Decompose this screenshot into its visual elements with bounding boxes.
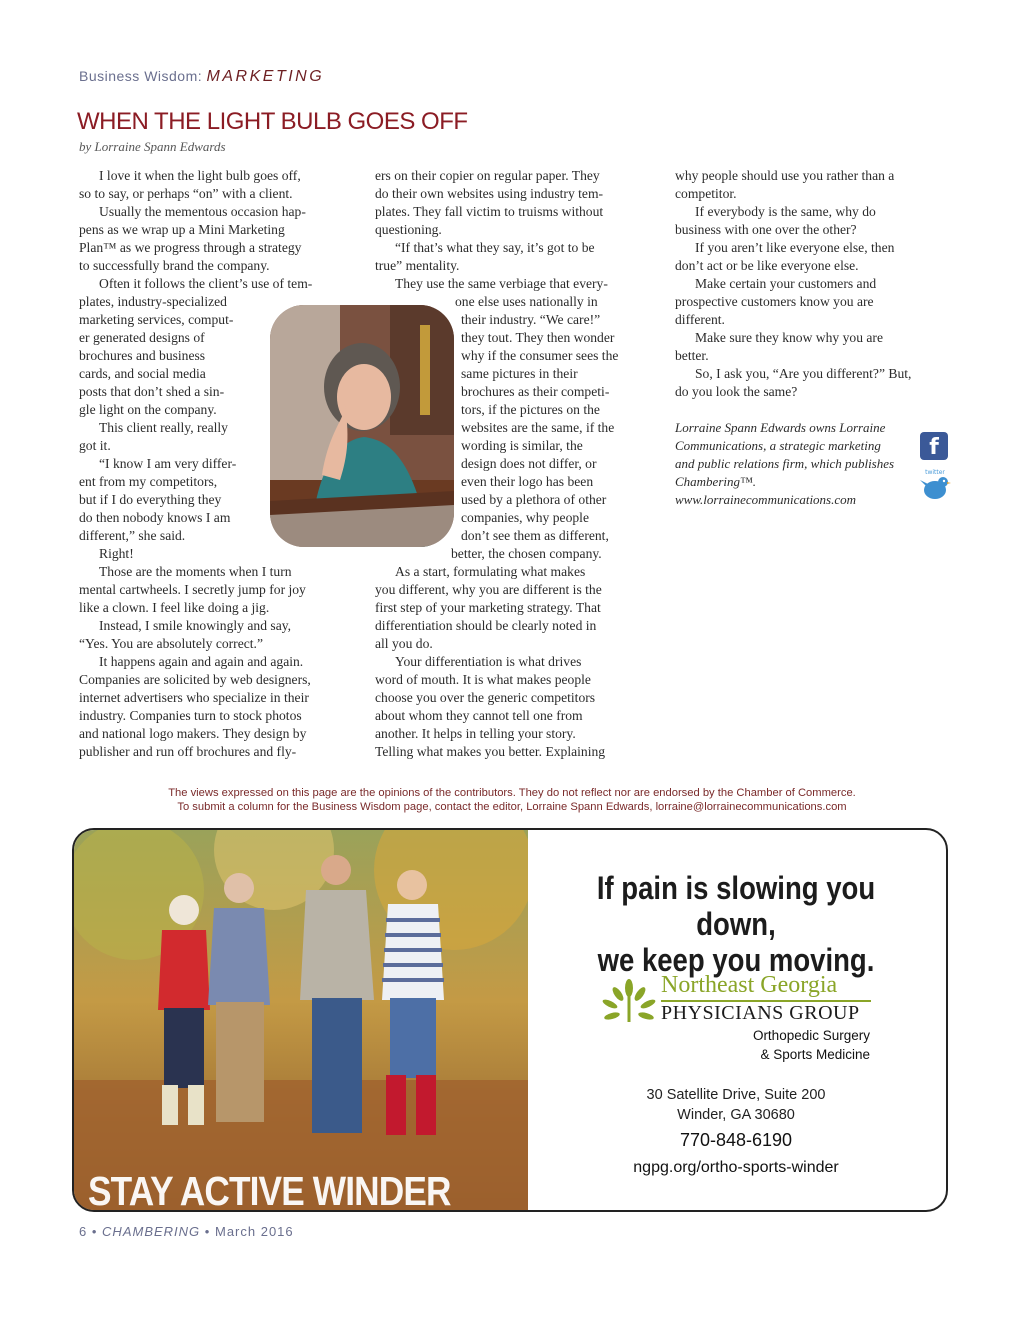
text-line: design does not differ, or	[461, 456, 597, 471]
specialty	[634, 1026, 870, 1064]
text-line: different.	[675, 312, 725, 327]
page-footer	[79, 1224, 294, 1239]
issue-date: March 2016	[214, 1224, 294, 1239]
spacer	[675, 401, 945, 419]
text-line: pens as we wrap up a Mini Marketing	[79, 222, 285, 237]
author-website-link[interactable]: www.lorrainecommunications.com	[675, 492, 857, 507]
text-line: better, the chosen company.	[451, 546, 602, 561]
text-line: Plan™ as we progress through a strategy	[79, 240, 302, 255]
text-line: Companies are solicited by web designers,	[79, 672, 311, 687]
text-line: posts that don’t shed a sin-	[79, 384, 225, 399]
text-line: mental cartwheels. I secretly jump for joy	[79, 582, 306, 597]
twitter-icon[interactable]	[918, 466, 952, 502]
text-line: they tout. They then wonder	[461, 330, 615, 345]
text-line: tors, if the pictures on the	[461, 402, 600, 417]
text-line: plates, industry-specialized	[79, 294, 227, 309]
text-line: why people should use you rather than a	[675, 168, 895, 183]
text-line: got it.	[79, 438, 111, 453]
twitter-label: twitter	[925, 469, 945, 476]
phone-number[interactable]: 770-848-6190	[679, 1130, 793, 1150]
text-line: one else uses nationally in	[455, 294, 598, 309]
author-bio-line: and public relations firm, which publishes	[675, 456, 895, 471]
ad-photo	[74, 830, 528, 1210]
disclaimer-line: The views expressed on this page are the opinions of the contributors. They do not reflect nor are endorsed by the Chamber of Commerce.	[168, 787, 856, 799]
text-line: so to say, or perhaps “on” with a client.	[79, 186, 293, 201]
author-photo	[270, 305, 454, 547]
text-line: prospective customers know you are	[675, 294, 874, 309]
text-line: do then nobody knows I am	[79, 510, 231, 525]
address	[530, 1085, 942, 1125]
text-line: don’t act or be like everyone else.	[675, 258, 859, 273]
advertisement[interactable]	[72, 828, 948, 1212]
text-line: er generated designs of	[79, 330, 205, 345]
text-line: Those are the moments when I turn	[99, 564, 292, 579]
text-line: even their logo has been	[461, 474, 594, 489]
leaf-logo-icon	[600, 978, 658, 1026]
text-line: Often it follows the client’s use of tem-	[99, 276, 313, 291]
text-line: If everybody is the same, why do	[695, 204, 876, 219]
ad-headline	[559, 870, 913, 978]
publication-name: CHAMBERING	[102, 1224, 201, 1239]
text-line: their industry. “We care!”	[461, 312, 601, 327]
text-line: do you look the same?	[675, 384, 798, 399]
section-label	[79, 68, 324, 86]
text-line: all you do.	[375, 636, 433, 651]
footer-separator: •	[204, 1224, 211, 1239]
text-line: “I know I am very differ-	[99, 456, 237, 471]
text-line: competitor.	[675, 186, 737, 201]
disclaimer	[0, 786, 1024, 814]
article-headline: WHEN THE LIGHT BULB GOES OFF	[77, 108, 468, 135]
text-line: I love it when the light bulb goes off,	[99, 168, 301, 183]
footer-separator: •	[91, 1224, 98, 1239]
ad-website-link[interactable]: ngpg.org/ortho-sports-winder	[633, 1159, 839, 1176]
org-name-line2: PHYSICIANS GROUP	[661, 1002, 860, 1024]
text-line: business with one over the other?	[675, 222, 857, 237]
section-name: MARKETING	[206, 68, 325, 85]
disclaimer-line: To submit a column for the Business Wisdom page, contact the editor, Lorraine Spann Edwards, lorraine@lorrainecommunications.com	[177, 801, 847, 813]
article-column-3	[675, 167, 945, 509]
text-line: gle light on the company.	[79, 402, 217, 417]
text-line: true” mentality.	[375, 258, 460, 273]
text-line: This client really, really	[99, 420, 228, 435]
text-line: So, I ask you, “Are you different?” But,	[695, 366, 912, 381]
text-line: don’t see them as different,	[461, 528, 609, 543]
page-number: 6	[79, 1224, 88, 1239]
walking-family-illustration	[74, 830, 528, 1210]
text-line: but if I do everything they	[79, 492, 222, 507]
text-line: word of mouth. It is what makes people	[375, 672, 591, 687]
facebook-icon[interactable]: f	[920, 432, 948, 460]
text-line: you different, why you are different is the	[375, 582, 602, 597]
section-prefix: Business Wisdom:	[79, 68, 203, 84]
ad-headline-line: we keep you moving.	[597, 942, 875, 978]
text-line: like a clown. I feel like doing a jig.	[79, 600, 270, 615]
text-line: companies, why people	[461, 510, 589, 525]
address-line: Winder, GA 30680	[677, 1107, 795, 1123]
text-line: As a start, formulating what makes	[395, 564, 586, 579]
text-line: brochures and business	[79, 348, 206, 363]
address-line: 30 Satellite Drive, Suite 200	[646, 1087, 826, 1103]
text-line: internet advertisers who specialize in their	[79, 690, 309, 705]
ad-slogan: STAY ACTIVE WINDER	[88, 1168, 451, 1212]
text-line: Instead, I smile knowingly and say,	[99, 618, 292, 633]
text-line: same pictures in their	[461, 366, 578, 381]
article-byline: by Lorraine Spann Edwards	[79, 139, 226, 154]
author-bio-line: Communications, a strategic marketing	[675, 438, 881, 453]
author-bio-line: Lorraine Spann Edwards owns Lorraine	[675, 420, 886, 435]
specialty-line: & Sports Medicine	[760, 1047, 870, 1062]
text-line: another. It helps in telling your story.	[375, 726, 576, 741]
author-portrait-illustration	[270, 305, 454, 547]
text-line: marketing services, comput-	[79, 312, 234, 327]
text-line: do their own websites using industry tem-	[375, 186, 604, 201]
text-line: to successfully brand the company.	[79, 258, 270, 273]
text-line: questioning.	[375, 222, 442, 237]
text-line: They use the same verbiage that every-	[395, 276, 608, 291]
text-line: about whom they cannot tell one from	[375, 708, 583, 723]
specialty-line: Orthopedic Surgery	[752, 1028, 870, 1043]
text-line: Right!	[99, 546, 134, 561]
text-line: choose you over the generic competitors	[375, 690, 596, 705]
text-line: Make certain your customers and	[695, 276, 877, 291]
text-line: different,” she said.	[79, 528, 186, 543]
ad-headline-line: If pain is slowing you down,	[596, 870, 876, 942]
text-line: first step of your marketing strategy. That	[375, 600, 601, 615]
text-line: Usually the mementous occasion hap-	[99, 204, 306, 219]
text-line: and national logo makers. They design by	[79, 726, 307, 741]
text-line: If you aren’t like everyone else, then	[695, 240, 895, 255]
text-line: It happens again and again and again.	[99, 654, 304, 669]
text-line: “Yes. You are absolutely correct.”	[79, 636, 263, 651]
text-line: better.	[675, 348, 709, 363]
text-line: Your differentiation is what drives	[395, 654, 582, 669]
text-line: industry. Companies turn to stock photos	[79, 708, 302, 723]
author-bio-line: Chambering™.	[675, 474, 756, 489]
text-line: why if the consumer sees the	[461, 348, 619, 363]
text-line: ers on their copier on regular paper. They	[375, 168, 600, 183]
text-line: wording is similar, the	[461, 438, 583, 453]
text-line: plates. They fall victim to truisms without	[375, 204, 604, 219]
text-line: cards, and social media	[79, 366, 206, 381]
org-name-line1: Northeast Georgia	[661, 972, 838, 998]
text-line: used by a plethora of other	[461, 492, 607, 507]
text-line: Telling what makes you better. Explaining	[375, 744, 606, 759]
text-line: Make sure they know why you are	[695, 330, 883, 345]
text-line: publisher and run off brochures and fly-	[79, 744, 297, 759]
text-line: websites are the same, if the	[461, 420, 615, 435]
text-line: “If that’s what they say, it’s got to be	[395, 240, 595, 255]
text-line: ent from my competitors,	[79, 474, 218, 489]
text-line: differentiation should be clearly noted in	[375, 618, 597, 633]
text-line: brochures as their competi-	[461, 384, 610, 399]
